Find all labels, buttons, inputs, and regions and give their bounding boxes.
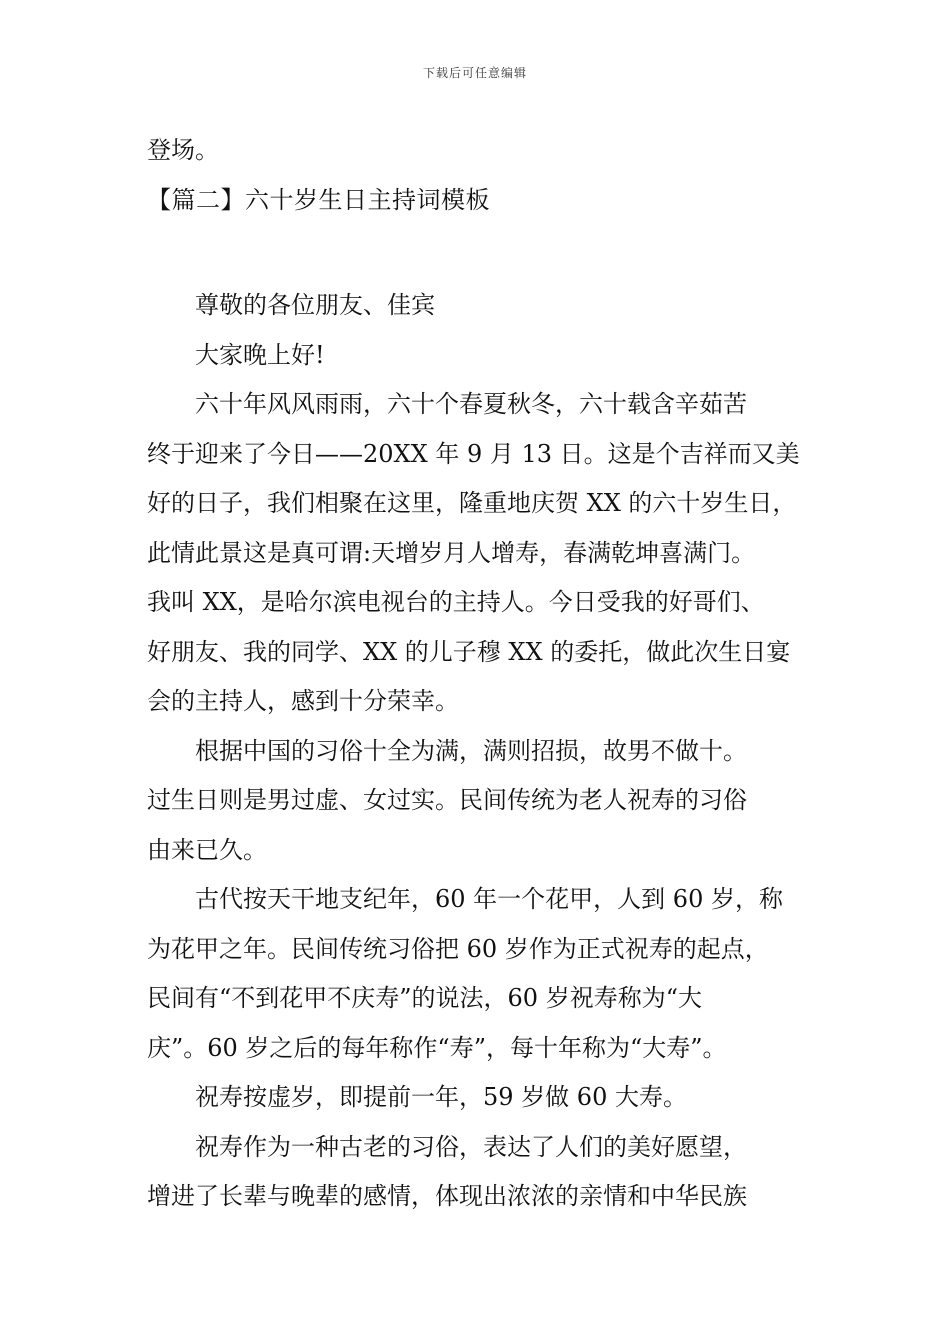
- greeting: 大家晚上好!: [195, 340, 325, 369]
- paragraph-line: 终于迎来了今日——20XX 年 9 月 13 日。这是个吉祥而又美: [147, 439, 800, 468]
- document-body: [147, 126, 817, 1222]
- text-line: 登场。: [147, 136, 219, 164]
- paragraph-line: 六十年风风雨雨，六十个春夏秋冬，六十载含辛茹苦: [195, 390, 747, 418]
- paragraph-line: 为花甲之年。民间传统习俗把 60 岁作为正式祝寿的起点，: [147, 934, 769, 963]
- paragraph-line: 过生日则是男过虚、女过实。民间传统为老人祝寿的习俗: [147, 786, 747, 814]
- paragraph-line: 庆”。60 岁之后的每年称作“寿”，每十年称为“大寿”。: [147, 1033, 727, 1062]
- paragraph-line: 由来已久。: [147, 835, 267, 864]
- paragraph-line: 民间有“不到花甲不庆寿”的说法，60 岁祝寿称为“大: [147, 984, 702, 1012]
- paragraph-line: 根据中国的习俗十全为满，满则招损，故男不做十。: [195, 736, 747, 765]
- page-header-note: 下载后可任意编辑: [422, 66, 527, 80]
- paragraph-line: 古代按天干地支纪年，60 年一个花甲，人到 60 岁，称: [195, 885, 783, 913]
- paragraph-line: 我叫 XX，是哈尔滨电视台的主持人。今日受我的好哥们、: [147, 588, 765, 616]
- paragraph-line: 会的主持人，感到十分荣幸。: [147, 687, 459, 715]
- paragraph-line: 增进了长辈与晚辈的感情，体现出浓浓的亲情和中华民族: [147, 1182, 747, 1210]
- paragraph-line: 好的日子，我们相聚在这里，隆重地庆贺 XX 的六十岁生日，: [147, 489, 797, 517]
- section-title: 【篇二】六十岁生日主持词模板: [147, 185, 490, 214]
- paragraph-line: 祝寿按虚岁，即提前一年，59 岁做 60 大寿。: [195, 1083, 687, 1111]
- paragraph-line: 此情此景这是真可谓:天增岁月人增寿，春满乾坤喜满门。: [147, 538, 756, 567]
- paragraph-line: 祝寿作为一种古老的习俗，表达了人们的美好愿望，: [195, 1132, 747, 1161]
- spacer: [147, 225, 817, 281]
- paragraph-line: 好朋友、我的同学、XX 的儿子穆 XX 的委托，做此次生日宴: [147, 637, 791, 666]
- salutation: 尊敬的各位朋友、佳宾: [195, 291, 435, 319]
